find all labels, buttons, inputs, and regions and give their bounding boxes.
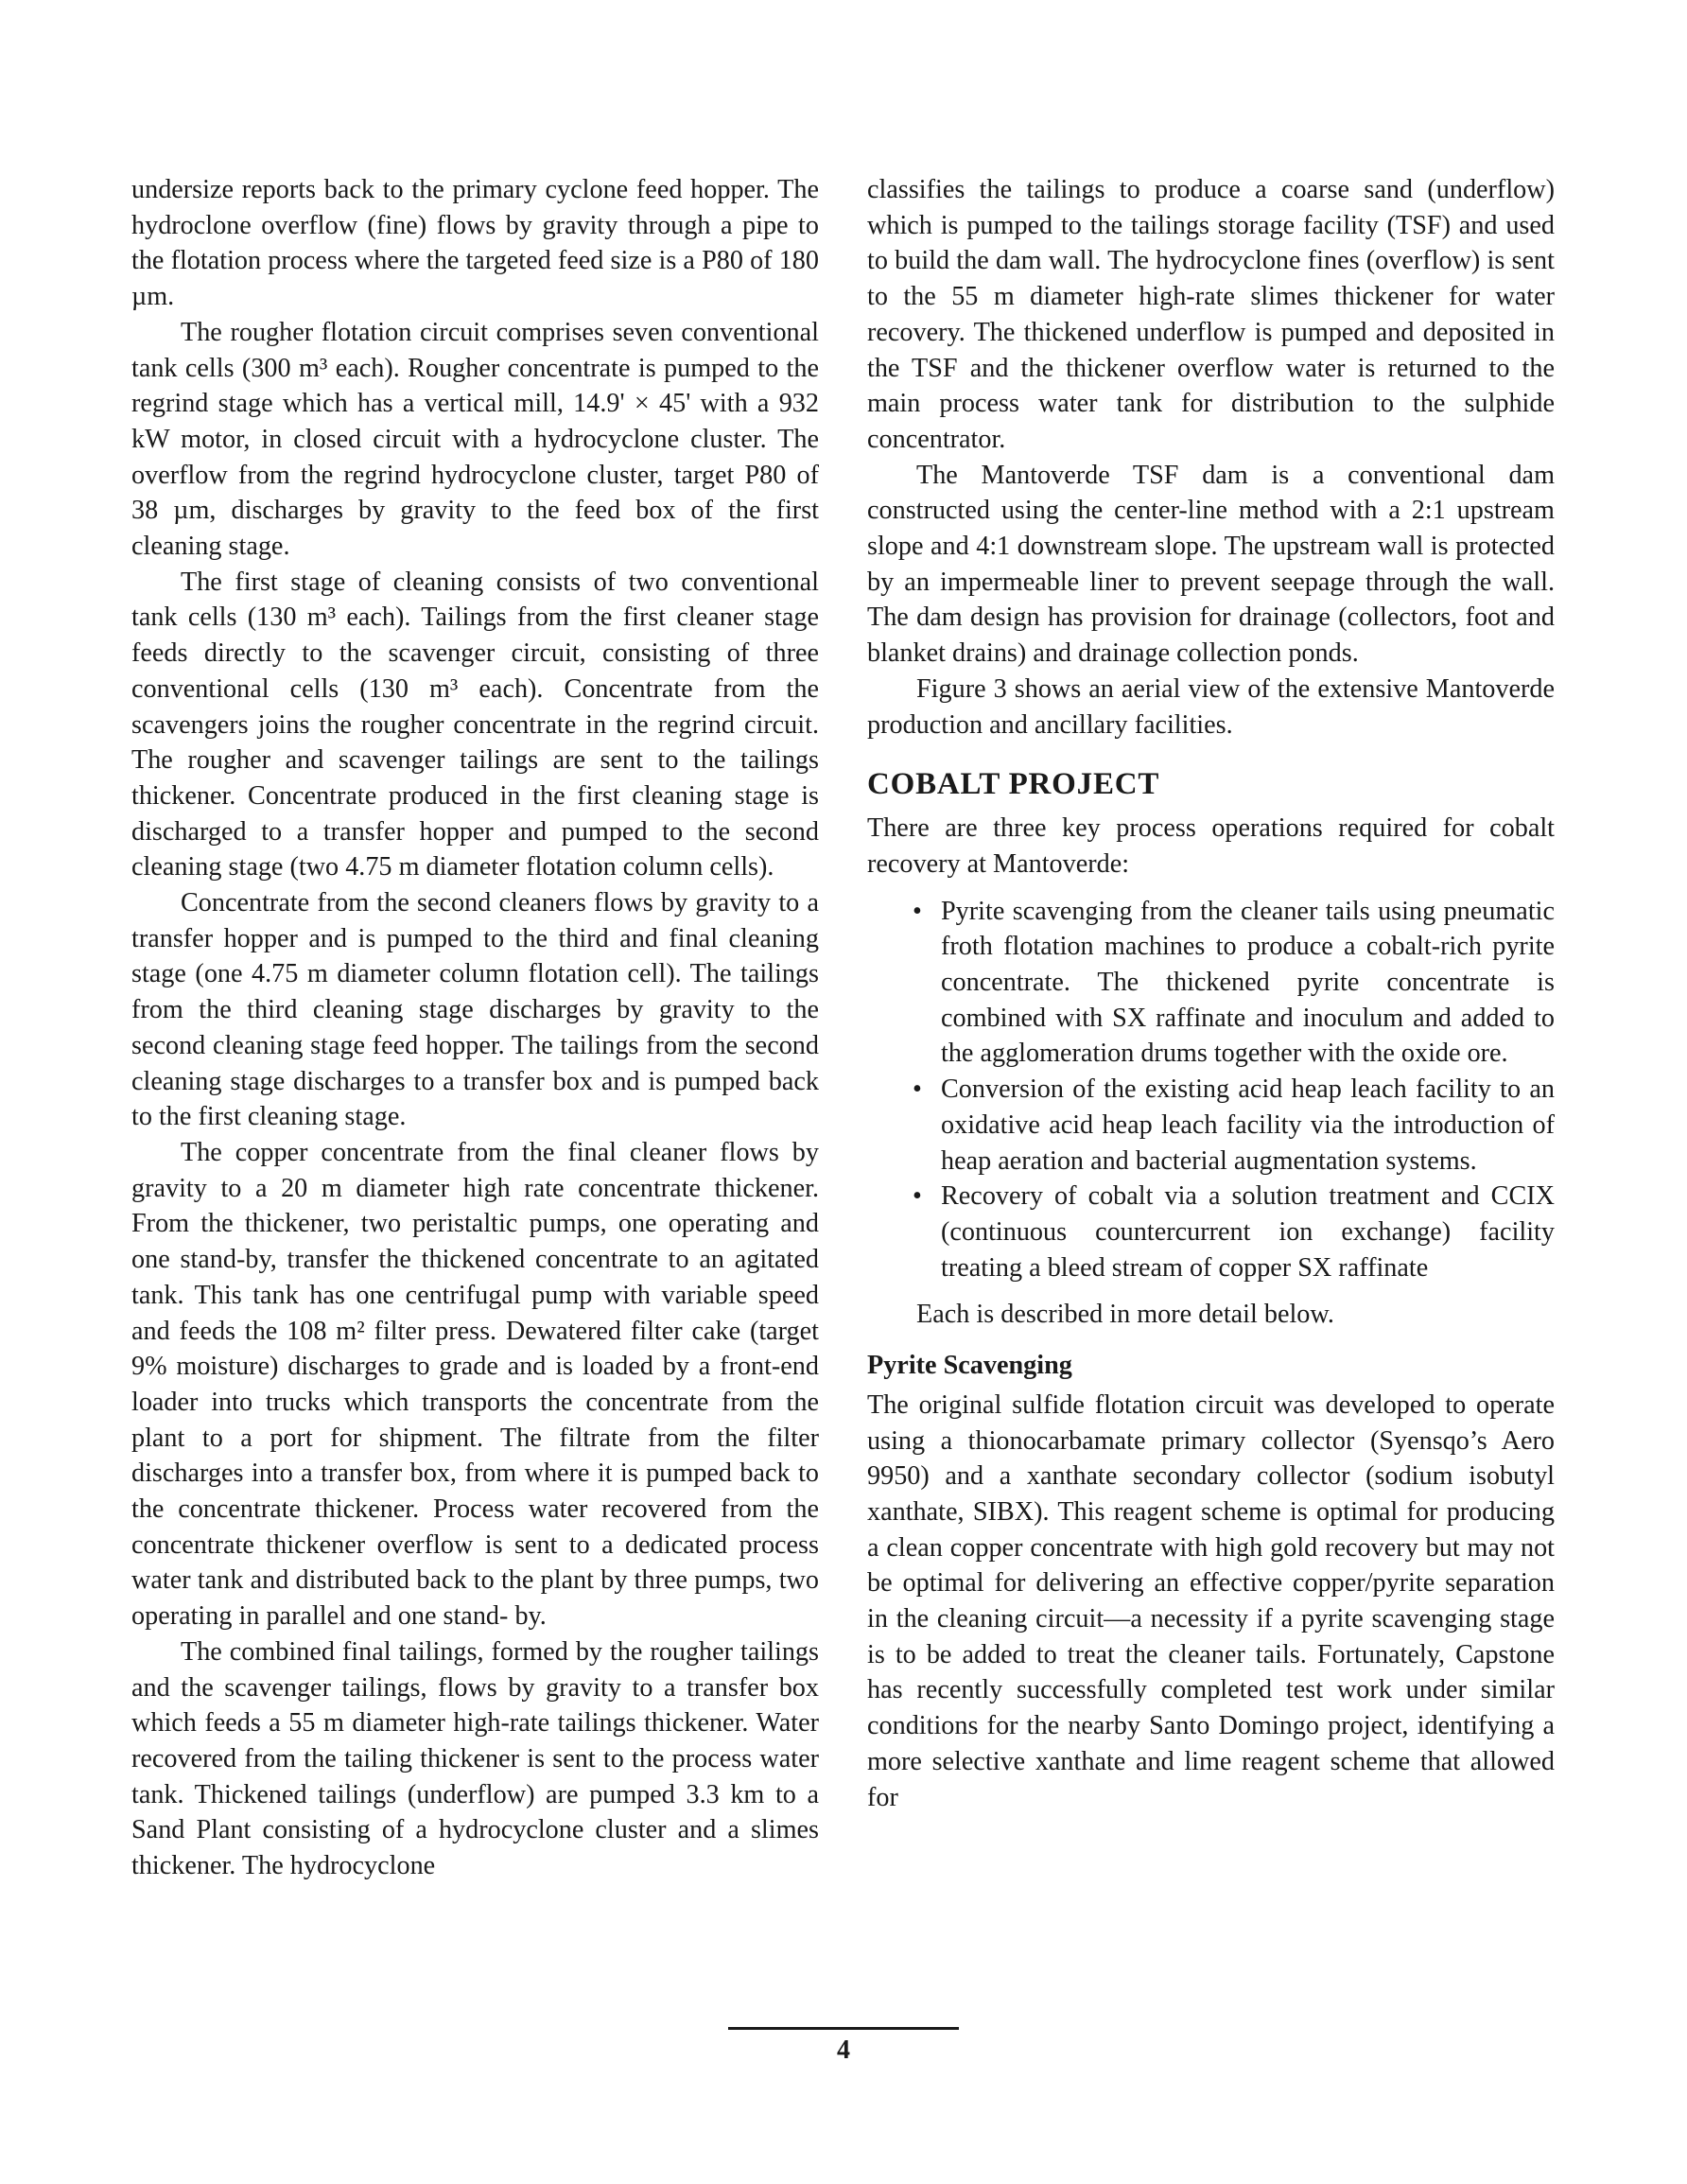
bullet-item [913, 894, 1555, 1073]
right-paragraph-2: The Mantoverde TSF dam is a conventional dam constructed using the center-line method with a 2:1 upstream slope and 4:1 downstream slope. The upstream wall is protected by an impermeable liner to prevent seepage through the wall. The dam design has provision for drainage (collectors, foot and blanket drains) and drainage collection ponds. [867, 460, 1555, 669]
left-paragraph-5: The copper concentrate from the final cleaner flows by gravity to a 20 m diameter high rate concentrate thickener. From the thickener, two peristaltic pumps, one operating and one stand-by, transfer the thickened concentrate to an agitated tank. This tank has one centrifugal pump with variable speed and feeds the 108 m² filter press. Dewatered filter cake (target 9% moisture) discharges to grade and is loaded by a front-end loader into trucks which transports the concentrate from the plant to a port for shipment. The filtrate from the filter discharges into a transfer box, from where it is pumped back to the concentrate thickener. Process water recovered from the concentrate thickener overflow is sent to a dedicated process water tank and distributed back to the plant by three pumps, two operating in parallel and one stand- by. [131, 1137, 819, 1632]
left-paragraph-6: The combined final tailings, formed by the rougher tailings and the scavenger tailings, flows by gravity to a transfer box which feeds a 55 m diameter high-rate tailings thickener. Water recovered from the tailing thickener is sent to the process water tank. Thickened tailings (underflow) are pumped 3.3 km to a Sand Plant consisting of a hydrocyclone cluster and a slimes thickener. The hydrocyclone [131, 1636, 819, 1881]
footer-rule [728, 2027, 959, 2030]
right-paragraph-3: Figure 3 shows an aerial view of the extensive Mantoverde production and ancillary facilities. [867, 673, 1555, 740]
section-heading: COBALT PROJECT [867, 767, 1160, 802]
bullet-icon: • [913, 1181, 922, 1212]
bullet-item [913, 1072, 1555, 1179]
bullet-icon: • [913, 896, 922, 926]
left-paragraph-3: The first stage of cleaning consists of two conventional tank cells (130 m³ each). Tailings from the first cleaner stage feeds directly to the scavenger circuit, consisting of three conventional cells (130 m³ each). Concentrate from the scavengers joins the rougher concentrate in the regrind circuit. The rougher and scavenger tailings are sent to the tailings thickener. Concentrate produced in the first cleaning stage is discharged to a transfer hopper and pumped to the second cleaning stage (two 4.75 m diameter flotation column cells). [131, 567, 819, 882]
right-paragraph-final: The original sulfide flotation circuit was developed to operate using a thionocarbamate primary collector (Syensqo’s Aero 9950) and a xanthate secondary collector (sodium isobutyl xanthate, SIBX). This reagent scheme is optimal for producing a clean copper concentrate with high gold recovery but may not be optimal for delivering an effective copper/pyrite separation in the cleaning circuit—a necessity if a pyrite scavenging stage is to be added to treat the cleaner tails. Fortunately, Capstone has recently successfully completed test work under similar conditions for the nearby Santo Domingo project, identifying a more selective xanthate and lime reagent scheme that allowed for [867, 1389, 1555, 1812]
bullet-text: Recovery of cobalt via a solution treatment and CCIX (continuous countercurrent ion exchange) facility treating a bleed stream of copper SX raffinate [941, 1181, 1555, 1283]
left-paragraph-2: The rougher flotation circuit comprises seven conventional tank cells (300 m³ each). Rougher concentrate is pumped to the regrind stage which has a vertical mill, 14.9' × 45' with a 932 kW motor, in closed circuit with a hydrocyclone cluster. The overflow from the regrind hydrocyclone cluster, target P80 of 38 µm, discharges by gravity to the feed box of the first cleaning stage. [131, 317, 819, 562]
right-column [867, 172, 1555, 1815]
bullet-list [867, 894, 1555, 1286]
bullet-text: Pyrite scavenging from the cleaner tails using pneumatic froth flotation machines to produce a cobalt-rich pyrite concentrate. The thickened pyrite concentrate is combined with SX raffinate and inoculum and added to the agglomeration drums together with the oxide ore. [941, 896, 1555, 1069]
page-number: 4 [837, 2035, 850, 2065]
left-paragraph-1: undersize reports back to the primary cyclone feed hopper. The hydroclone overflow (fine) flows by gravity through a pipe to the flotation process where the targeted feed size is a P80 of 180 µm. [131, 175, 819, 312]
bullet-item [913, 1179, 1555, 1285]
section-intro: There are three key process operations required for cobalt recovery at Mantoverde: [867, 813, 1555, 879]
bullet-text: Conversion of the existing acid heap leach facility to an oxidative acid heap leach facility via the introduction of heap aeration and bacterial augmentation systems. [941, 1075, 1555, 1176]
right-paragraph-1: classifies the tailings to produce a coarse sand (underflow) which is pumped to the tailings storage facility (TSF) and used to build the dam wall. The hydrocyclone fines (overflow) is sent to the 55 m diameter high-rate slimes thickener for water recovery. The thickened underflow is pumped and deposited in the TSF and the thickener overflow water is returned to the main process water tank for distribution to the sulphide concentrator. [867, 175, 1555, 454]
bullet-icon: • [913, 1075, 922, 1105]
subsection-heading: Pyrite Scavenging [867, 1351, 1072, 1381]
left-column [131, 172, 819, 1884]
left-paragraph-4: Concentrate from the second cleaners flows by gravity to a transfer hopper and is pumped to the third and final cleaning stage (one 4.75 m diameter column flotation cell). The tailings from the third cleaning stage discharges by gravity to the second cleaning stage feed hopper. The tailings from the second cleaning stage discharges to a transfer box and is pumped back to the first cleaning stage. [131, 888, 819, 1132]
list-followup: Each is described in more detail below. [916, 1300, 1334, 1330]
